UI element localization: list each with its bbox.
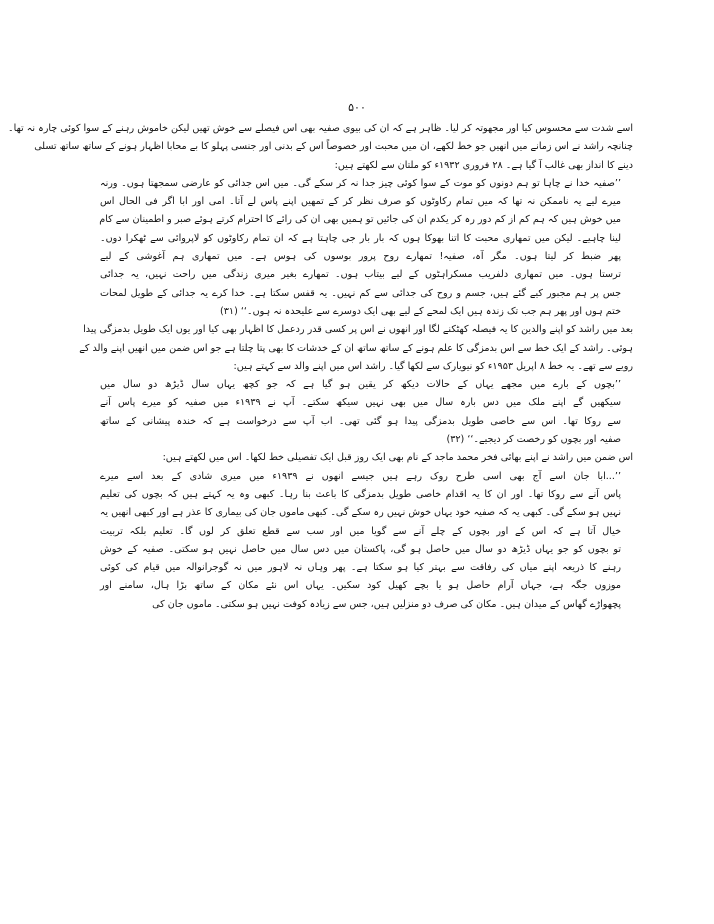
text-line: سیکھیں گے اپنے ملک میں دس بارہ سال میں بھی نہیں سیکھ سکتے۔ آپ نے ۱۹۳۹ء میں صفیہ کو میرے پاس آنے	[100, 397, 621, 409]
body-paragraph	[8, 120, 633, 175]
text-line: تو بچوں کو جو یہاں ڈیڑھ دو سال میں حاصل ہو گی، پاکستان میں دس سال میں حاصل نہیں ہو سکتی۔ صفیہ کے خوش	[100, 543, 621, 555]
text-line: صفیہ اور بچوں کو رخصت کر دیجیے۔‘‘ (۳۲)	[446, 434, 621, 446]
text-line: موزوں جگہ ہے، جہاں آرام حاصل ہو یا بچے کھیل کود سکیں۔ یہاں اس نئے مکان کے ساتھ بڑا ہال، سامنے اور	[100, 580, 621, 592]
text-line: نہیں ہو سکے گی۔ کبھی یہ کہ صفیہ خود یہاں خوش نہیں رہ سکے گی۔ کبھی ماموں جان کی بیماری کا عذر ہے اور کبھی انھیں یہ	[99, 507, 621, 519]
text-line: چنانچہ راشد نے اس زمانے میں انھیں جو خط لکھے، ان میں محبت اور خصوصاً اس کے بدنی اور جنسی پہلو کا بے محابا اظہار ہونے کے ساتھ ساتھ تسلی	[34, 141, 633, 153]
body-paragraph	[88, 449, 633, 467]
text-line: ’’صفیہ خدا نے چاہا تو ہم دونوں کو موت کے سوا کوئی چیز جدا نہ کر سکے گی۔ میں اس جدائی کو عارضی سمجھتا ہوں۔ ورنہ	[100, 177, 621, 189]
text-line: پھر ضبط کر لیتا ہوں۔ مگر آہ، صفیہ! تمھارے روح پرور بوسوں کی ہوس ہے۔ میں تمھاری ہم آغوشی کے لیے	[100, 251, 621, 263]
text-line: لینا چاہیے۔ لیکن میں تمھاری محبت کا اتنا بھوکا ہوں کہ بار بار جی چاہتا ہے کہ ان تمام رکاوٹوں کو لاپروائی سے ٹھکرا دوں۔	[100, 232, 621, 244]
text-line: پچھواڑے گھاس کے میدان ہیں۔ مکان کی صرف دو منزلیں ہیں، جس سے زیادہ کوفت نہیں ہو سکتی۔ ماموں جان کی	[152, 598, 621, 610]
text-line: اس ضمن میں راشد نے اپنے بھائی فخر محمد ماجد کے نام بھی ایک روز قبل ایک تفصیلی خط لکھا۔ اس میں لکھتے ہیں:	[162, 452, 633, 464]
text-line: میں خوش ہیں کہ ہم کم از کم دور رہ کر یکدم ان کی جائیں تو ہمیں بھی ان کی رائے کا احترام کرتے ہوئے صبر و اطمینان سے کام	[99, 214, 621, 226]
text-line: بعد میں راشد کو اپنے والدین کا یہ فیصلہ کھٹکنے لگا اور انھوں نے اس پر کسی قدر ردعمل کا اظہار بھی کیا اور یوں ایک طویل بدمزگی پیدا	[83, 324, 633, 336]
text-line: ختم ہوں اور پھر ہم جب تک زندہ ہیں ایک لمحے کے لیے بھی ایک دوسرے سے علیحدہ نہ ہوں۔‘‘ (۳۱)	[220, 305, 621, 317]
page-text	[8, 120, 633, 614]
quoted-letter	[88, 468, 633, 614]
text-line: ’’...ابا جان اسے آج بھی اسی طرح روک رہے ہیں جیسے انھوں نے ۱۹۳۹ء میں میری شادی کے بعد اسے میرے	[100, 470, 621, 482]
text-line: پاس آنے سے روکا تھا۔ اور ان کا یہ اقدام خاصی طویل بدمزگی کا باعث بنا رہا۔ کبھی وہ یہ کہتے ہیں کہ بچوں کی تعلیم	[100, 488, 621, 500]
body-paragraph	[79, 321, 633, 376]
text-line: رویے سے تھے۔ یہ خط ۸ اپریل ۱۹۵۳ء کو نیویارک سے لکھا گیا۔ راشد اس میں اپنے والد سے کہتے ہیں:	[233, 360, 633, 372]
text-line: سے روکا تھا۔ اس سے خاصی طویل بدمزگی پیدا ہو گئی تھی۔ اب آپ سے درخواست ہے کہ خندہ پیشانی کے ساتھ	[100, 415, 621, 427]
quoted-letter	[88, 175, 633, 321]
text-line: ’’بچوں کے بارے میں مجھے یہاں کے حالات دیکھ کر یقین ہو گیا ہے کہ جو کچھ یہاں سال ڈیڑھ دو سال میں	[100, 379, 621, 391]
text-line: خیال آتا ہے کہ اس کے اور بچوں کے چلے آنے سے گویا میں اور سب سے قطع تعلق کر لوں گا۔ تعلیم بلکہ تربیت	[100, 525, 621, 537]
text-line: رہنے کا ذریعہ اپنے میاں کی رفاقت سے بہتر کیا ہو سکتا ہے۔ پھر وہاں نہ لاہور میں نہ گوجرانوالہ میں قیام کی کوئی	[100, 562, 621, 574]
text-line: ہوئی۔ راشد کے ایک خط سے اس بدمزگی کا علم ہونے کے ساتھ ساتھ ان کے خدشات کا بھی پتا چلتا ہے جو اس ضمن میں انھیں اپنے والد کے	[79, 342, 633, 354]
text-line: میرے لیے یہ ناممکن نہ تھا کہ میں تمام رکاوٹوں کو صرف نظر کر کے تمھیں اپنے پاس لے آتا۔ امی اور ابا اگر فی الحال اس	[100, 196, 621, 208]
text-line: جس پر ہم مجبور کیے گئے ہیں، جسم و روح کی جدائی سے کم نہیں۔ یہ قفس سکتا ہے۔ خدا کرے یہ جدائی کے طویل لمحات	[100, 287, 621, 299]
text-line: اسے شدت سے محسوس کیا اور مجھوتہ کر لیا۔ ظاہر ہے کہ ان کی بیوی صفیہ بھی اس فیصلے سے خوش تھیں لیکن خاموش رہنے کے سوا کوئی چارہ نہ تھا۔	[8, 123, 633, 134]
text-line: دینے کا انداز بھی غالب آ گیا ہے۔ ۲۸ فروری ۱۹۳۲ء کو ملتان سے لکھتے ہیں:	[334, 159, 633, 171]
quoted-letter	[88, 376, 633, 449]
text-line: ترستا ہوں۔ میں تمھاری دلفریب مسکراہٹوں کے لیے بیتاب ہوں۔ تمھارے بغیر میری زندگی میں راحت نہیں، یہ جدائی	[100, 269, 621, 281]
page-number: ۵۰۰	[348, 101, 366, 114]
